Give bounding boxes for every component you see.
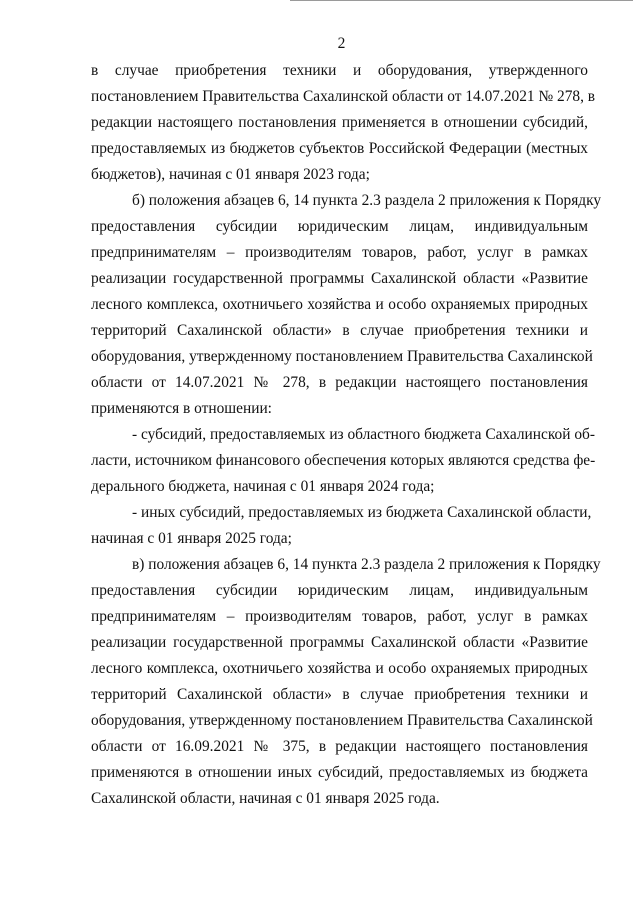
text-line: предпринимателям – производителям товаров, работ, услуг в рамках xyxy=(91,244,588,261)
paragraph-continuation xyxy=(91,58,596,188)
text-line: области от 16.09.2021 № 375, в редакции настоящего постановления xyxy=(91,738,588,755)
list-item xyxy=(91,422,596,500)
text-line: предпринимателям – производителям товаров, работ, услуг в рамках xyxy=(91,608,588,625)
text-line: в) положения абзацев 6, 14 пункта 2.3 раздела 2 приложения к Порядку xyxy=(132,556,601,573)
text-line: дерального бюджета, начиная с 01 января 2024 года; xyxy=(91,478,435,495)
text-line: территорий Сахалинской области» в случае приобретения техники и xyxy=(91,322,588,339)
text-line: территорий Сахалинской области» в случае приобретения техники и xyxy=(91,686,588,703)
text-line: б) положения абзацев 6, 14 пункта 2.3 раздела 2 приложения к Порядку xyxy=(132,192,602,209)
text-line: бюджетов), начиная с 01 января 2023 года; xyxy=(91,166,370,183)
text-line: начиная с 01 января 2025 года; xyxy=(91,530,292,547)
text-line: - иных субсидий, предоставляемых из бюджета Сахалинской области, xyxy=(132,504,592,521)
text-line: ласти, источником финансового обеспечения которых являются средства фе- xyxy=(91,452,596,469)
text-line: оборудования, утвержденному постановлением Правительства Сахалинской xyxy=(91,348,593,365)
text-line: применяются в отношении: xyxy=(91,400,272,417)
text-line: области от 14.07.2021 № 278, в редакции настоящего постановления xyxy=(91,374,588,391)
paragraph-item-v xyxy=(91,552,601,812)
text-line: лесного комплекса, охотничьего хозяйства и особо охраняемых природных xyxy=(91,296,588,313)
text-line: в случае приобретения техники и оборудования, утвержденного xyxy=(91,62,588,79)
top-edge-rule xyxy=(290,0,633,1)
text-line: редакции настоящего постановления применяется в отношении субсидий, xyxy=(91,114,588,131)
text-line: постановлением Правительства Сахалинской области от 14.07.2021 № 278, в xyxy=(91,88,596,105)
text-line: предоставляемых из бюджетов субъектов Российской Федерации (местных xyxy=(91,140,588,157)
text-line: реализации государственной программы Сахалинской области «Развитие xyxy=(91,270,588,287)
text-line: предоставления субсидии юридическим лицам, индивидуальным xyxy=(91,582,588,599)
text-line: оборудования, утвержденному постановлением Правительства Сахалинской xyxy=(91,712,593,729)
text-line: - субсидий, предоставляемых из областного бюджета Сахалинской об- xyxy=(132,426,595,443)
paragraph-item-b xyxy=(91,188,602,422)
text-line: реализации государственной программы Сахалинской области «Развитие xyxy=(91,634,588,651)
list-item xyxy=(91,500,592,552)
text-line: лесного комплекса, охотничьего хозяйства и особо охраняемых природных xyxy=(91,660,588,677)
text-line: применяются в отношении иных субсидий, предоставляемых из бюджета xyxy=(91,764,588,781)
document-body xyxy=(91,58,602,812)
page-number: 2 xyxy=(337,35,346,52)
text-line: предоставления субсидии юридическим лицам, индивидуальным xyxy=(91,218,588,235)
text-line: Сахалинской области, начиная с 01 января 2025 года. xyxy=(91,790,440,807)
